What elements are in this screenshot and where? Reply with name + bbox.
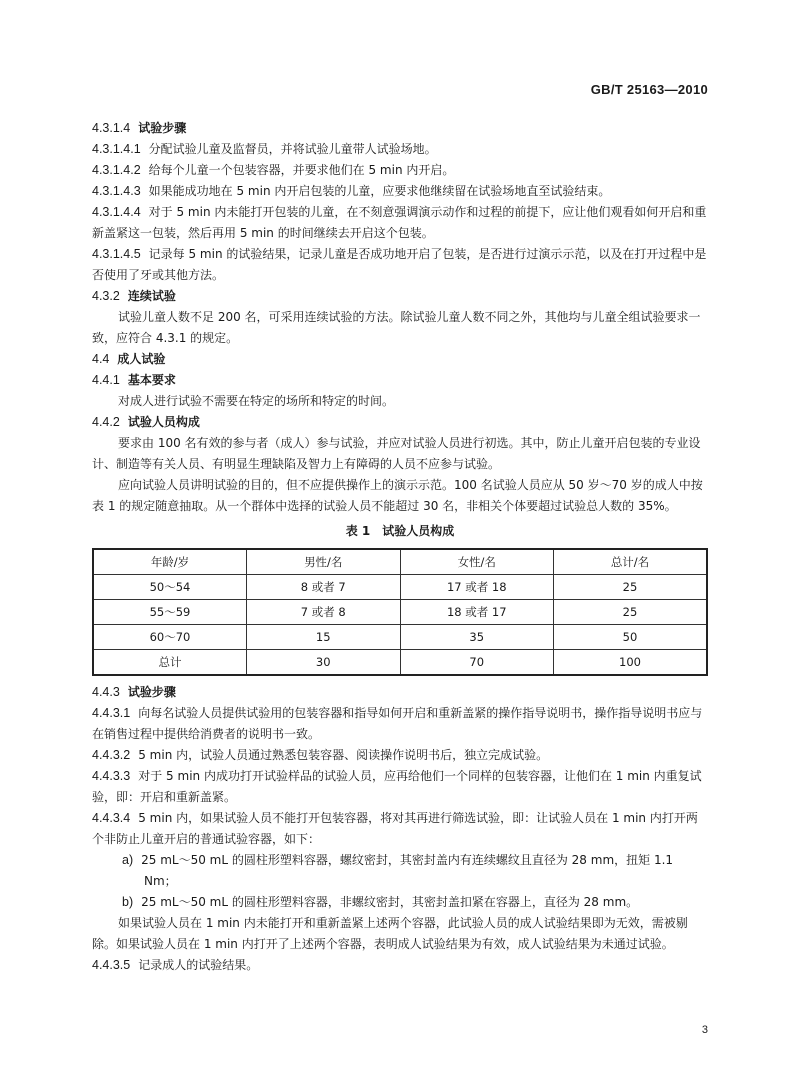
paragraph bbox=[92, 703, 708, 745]
table-cell: 18 或者 17 bbox=[400, 600, 554, 625]
paragraph bbox=[92, 475, 708, 517]
clause-number: 4.4.3 bbox=[92, 685, 120, 699]
paragraph bbox=[92, 955, 708, 976]
paragraph-text: 应向试验人员讲明试验的目的，但不应提供操作上的演示示范。100 名试验人员应从 50 岁～70 岁的成人中按表 1 的规定随意抽取。从一个群体中选择的试验人员不能超过 30 名，非相关个体要超过试验总人数的 35%。 bbox=[92, 478, 703, 513]
paragraph bbox=[92, 745, 708, 766]
clause-number: 4.4.3.2 bbox=[92, 748, 131, 762]
section-heading bbox=[92, 370, 708, 391]
clause-number: 4.3.1.4.3 bbox=[92, 184, 141, 198]
section-heading bbox=[92, 412, 708, 433]
heading-text: 成人试验 bbox=[117, 352, 166, 366]
table-cell: 50～54 bbox=[93, 575, 247, 600]
document-body bbox=[92, 118, 708, 976]
clause-number: 4.4.3.5 bbox=[92, 958, 131, 972]
table-cell: 100 bbox=[554, 650, 708, 676]
paragraph-text: 分配试验儿童及监督员，并将试验儿童带人试验场地。 bbox=[148, 142, 437, 156]
table-cell: 25 bbox=[554, 575, 708, 600]
paragraph-text: 25 mL～50 mL 的圆柱形塑料容器，非螺纹密封，其密封盖扣紧在容器上，直径为 28 mm。 bbox=[141, 895, 639, 909]
header-male: 男性/名 bbox=[247, 549, 401, 575]
section-heading bbox=[92, 286, 708, 307]
clause-number: 4.3.2 bbox=[92, 289, 120, 303]
table-cell: 70 bbox=[400, 650, 554, 676]
section-block-1 bbox=[92, 118, 708, 517]
paragraph-text: 向每名试验人员提供试验用的包装容器和指导如何开启和重新盖紧的操作指导说明书，操作指导说明书应与在销售过程中提供给消费者的说明书一致。 bbox=[92, 706, 703, 741]
header-total: 总计/名 bbox=[554, 549, 708, 575]
table-cell: 35 bbox=[400, 625, 554, 650]
table-cell: 50 bbox=[554, 625, 708, 650]
page-number: 3 bbox=[701, 1024, 708, 1036]
paragraph bbox=[92, 433, 708, 475]
section-heading bbox=[92, 118, 708, 139]
clause-number: 4.3.1.4.5 bbox=[92, 247, 141, 261]
header-female: 女性/名 bbox=[400, 549, 554, 575]
paragraph bbox=[92, 307, 708, 349]
clause-number: 4.4.3.4 bbox=[92, 811, 131, 825]
paragraph-text: 试验儿童人数不足 200 名，可采用连续试验的方法。除试验儿童人数不同之外，其他均与儿童全组试验要求一致，应符合 4.3.1 的规定。 bbox=[92, 310, 701, 345]
paragraph bbox=[92, 391, 708, 412]
table-cell: 30 bbox=[247, 650, 401, 676]
heading-text: 连续试验 bbox=[127, 289, 176, 303]
table-cell: 7 或者 8 bbox=[247, 600, 401, 625]
clause-number: 4.4 bbox=[92, 352, 110, 366]
heading-text: 基本要求 bbox=[127, 373, 176, 387]
list-item bbox=[122, 892, 708, 913]
heading-text: 试验步骤 bbox=[138, 121, 187, 135]
paragraph bbox=[92, 139, 708, 160]
clause-number: 4.3.1.4.2 bbox=[92, 163, 141, 177]
clause-number: 4.4.2 bbox=[92, 415, 120, 429]
personnel-table bbox=[92, 548, 708, 676]
table-row bbox=[93, 575, 707, 600]
paragraph-text: 25 mL～50 mL 的圆柱形塑料容器，螺纹密封，其密封盖内有连续螺纹且直径为 28 mm，扭矩 1.1 Nm； bbox=[141, 853, 674, 888]
list-item bbox=[122, 850, 708, 892]
paragraph bbox=[92, 160, 708, 181]
table-row bbox=[93, 625, 707, 650]
table-caption: 表 1 试验人员构成 bbox=[345, 524, 455, 538]
section-block-2 bbox=[92, 682, 708, 976]
clause-number: 4.3.1.4.1 bbox=[92, 142, 141, 156]
header-age: 年龄/岁 bbox=[93, 549, 247, 575]
clause-number: a) bbox=[122, 853, 134, 867]
clause-number: 4.3.1.4 bbox=[92, 121, 131, 135]
paragraph bbox=[92, 766, 708, 808]
paragraph-text: 给每个儿童一个包装容器，并要求他们在 5 min 内开启。 bbox=[148, 163, 455, 177]
table-cell: 8 或者 7 bbox=[247, 575, 401, 600]
table-header-row bbox=[93, 549, 707, 575]
paragraph-text: 如果试验人员在 1 min 内未能打开和重新盖紧上述两个容器，此试验人员的成人试验结果即为无效，需被剔除。如果试验人员在 1 min 内打开了上述两个容器，表明成人试验结果为有效，成人试验结果为未通过试验。 bbox=[92, 916, 688, 951]
clause-number: b) bbox=[122, 895, 134, 909]
table-cell: 15 bbox=[247, 625, 401, 650]
heading-text: 试验步骤 bbox=[127, 685, 176, 699]
paragraph bbox=[92, 244, 708, 286]
table-cell: 55～59 bbox=[93, 600, 247, 625]
table-cell: 25 bbox=[554, 600, 708, 625]
paragraph-text: 对于 5 min 内成功打开试验样品的试验人员，应再给他们一个同样的包装容器，让他们在 1 min 内重复试验，即：开启和重新盖紧。 bbox=[92, 769, 702, 804]
paragraph bbox=[92, 913, 708, 955]
section-heading bbox=[92, 682, 708, 703]
standard-number: GB/T 25163—2010 bbox=[590, 82, 708, 97]
paragraph-text: 记录每 5 min 的试验结果，记录儿童是否成功地开启了包装，是否进行过演示示范，以及在打开过程中是否使用了牙或其他方法。 bbox=[92, 247, 707, 282]
paragraph-text: 要求由 100 名有效的参与者（成人）参与试验，并应对试验人员进行初选。其中，防止儿童开启包装的专业设计、制造等有关人员、有明显生理缺陷及智力上有障碍的人员不应参与试验。 bbox=[92, 436, 701, 471]
paragraph-text: 对成人进行试验不需要在特定的场所和特定的时间。 bbox=[118, 394, 395, 408]
table-cell: 总计 bbox=[93, 650, 247, 676]
clause-number: 4.4.3.3 bbox=[92, 769, 131, 783]
paragraph bbox=[92, 181, 708, 202]
table-row bbox=[93, 650, 707, 676]
heading-text: 试验人员构成 bbox=[127, 415, 200, 429]
paragraph-text: 5 min 内，试验人员通过熟悉包装容器、阅读操作说明书后，独立完成试验。 bbox=[138, 748, 549, 762]
paragraph-text: 记录成人的试验结果。 bbox=[138, 958, 259, 972]
paragraph-text: 5 min 内，如果试验人员不能打开包装容器，将对其再进行筛选试验，即：让试验人员在 1 min 内打开两个非防止儿童开启的普通试验容器，如下： bbox=[92, 811, 698, 846]
paragraph-text: 如果能成功地在 5 min 内开启包装的儿童，应要求他继续留在试验场地直至试验结束。 bbox=[148, 184, 611, 198]
clause-number: 4.4.1 bbox=[92, 373, 120, 387]
section-heading bbox=[92, 349, 708, 370]
paragraph bbox=[92, 202, 708, 244]
table-cell: 60～70 bbox=[93, 625, 247, 650]
paragraph-text: 对于 5 min 内未能打开包装的儿童，在不刻意强调演示动作和过程的前提下，应让他们观看如何开启和重新盖紧这一包装，然后再用 5 min 的时间继续去开启这个包装。 bbox=[92, 205, 707, 240]
table-cell: 17 或者 18 bbox=[400, 575, 554, 600]
table-row bbox=[93, 600, 707, 625]
clause-number: 4.4.3.1 bbox=[92, 706, 131, 720]
paragraph bbox=[92, 808, 708, 850]
clause-number: 4.3.1.4.4 bbox=[92, 205, 141, 219]
